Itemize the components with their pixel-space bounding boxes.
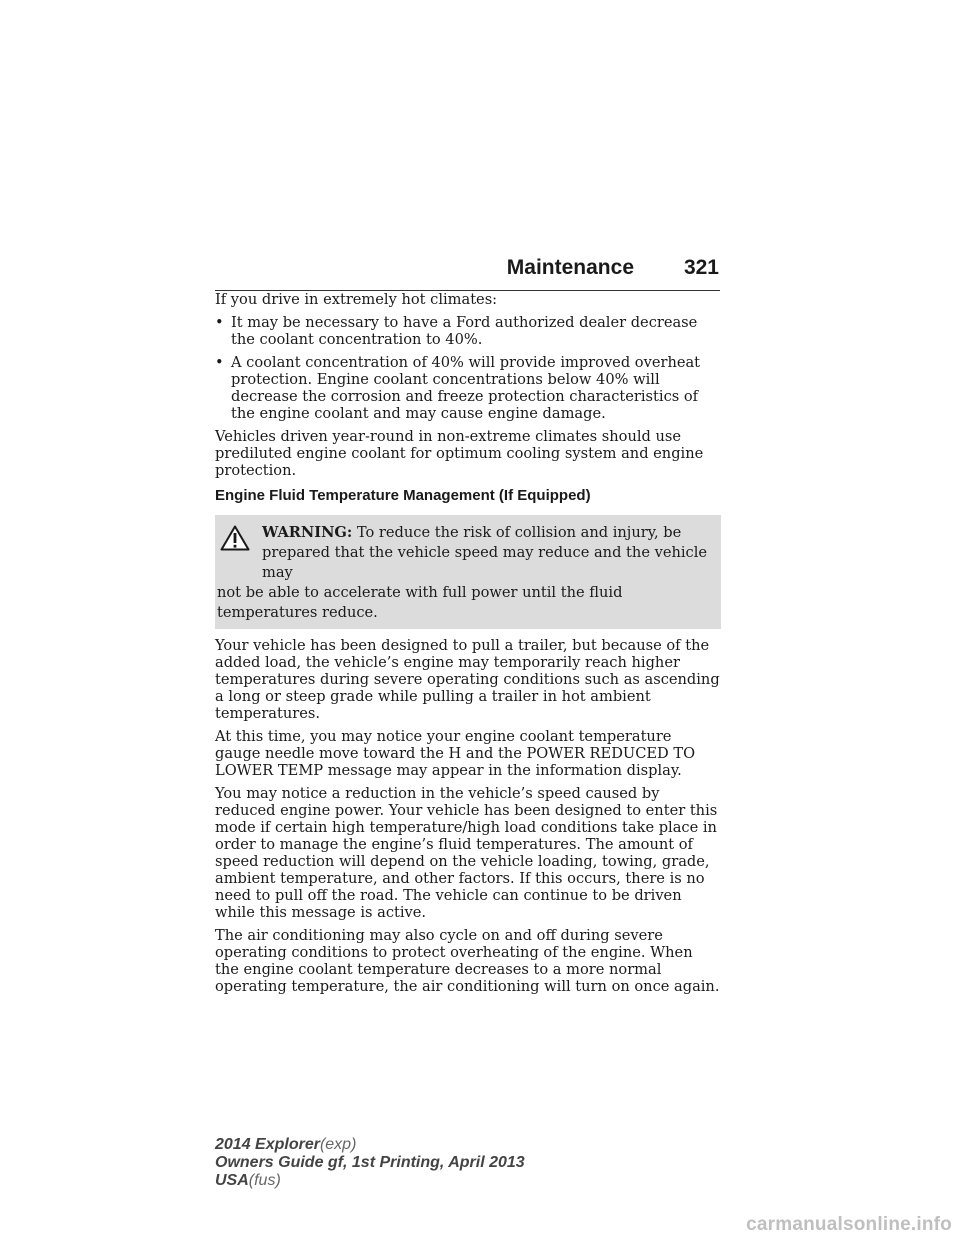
- footer-line3: [215, 1172, 525, 1190]
- footer-model: 2014 Explorer: [215, 1136, 320, 1153]
- year-round-paragraph: Vehicles driven year-round in non-extreme climates should use prediluted engine coolant for optimum cooling system and engine protection.: [215, 428, 704, 479]
- section-title: Maintenance: [506, 256, 634, 279]
- warning-text-rest: not be able to accelerate with full power until the fluid temperatures reduce.: [217, 584, 623, 621]
- page-footer: [215, 1136, 525, 1190]
- bullet-glyph: •: [215, 354, 224, 371]
- section-subheading: Engine Fluid Temperature Management (If Equipped): [215, 487, 591, 504]
- footer-market-code: (fus): [248, 1172, 281, 1189]
- page-content: [215, 291, 721, 1001]
- body-paragraph: Your vehicle has been designed to pull a trailer, but because of the added load, the vehicle’s engine may temporarily reach higher temperatures during severe operating conditions such as ascending a long or steep grade while pulling a trailer in hot ambient temperatures.: [215, 637, 720, 722]
- body-paragraph: The air conditioning may also cycle on and off during severe operating conditions to protect overheating of the engine. When the engine coolant temperature decreases to a more normal operating temperature, the air conditioning will turn on once again.: [215, 927, 720, 995]
- warning-text-line1: To reduce the risk of collision and injury, be: [356, 524, 682, 541]
- body-paragraph: You may notice a reduction in the vehicle’s speed caused by reduced engine power. Your vehicle has been designed to enter this mode if certain high temperature/high load conditions take place in order to manage the engine’s fluid temperatures. The amount of speed reduction will depend on the vehicle loading, towing, grade, ambient temperature, and other factors. If this occurs, there is no need to pull off the road. The vehicle can continue to be driven while this message is active.: [215, 785, 718, 921]
- footer-model-code: (exp): [319, 1136, 357, 1153]
- warning-triangle-icon: [220, 525, 250, 551]
- warning-text-line2: prepared that the vehicle speed may reduce and the vehicle may: [262, 544, 708, 581]
- warning-first-lines: [217, 523, 711, 583]
- intro-paragraph: If you drive in extremely hot climates:: [215, 291, 498, 308]
- footer-line2: Owners Guide gf, 1st Printing, April 2013: [215, 1154, 525, 1171]
- page-number: 321: [683, 256, 719, 279]
- footer-line1: [215, 1136, 525, 1154]
- warning-box: [215, 515, 721, 629]
- footer-market: USA: [215, 1172, 249, 1189]
- page-header: [215, 256, 720, 291]
- warning-label: WARNING:: [262, 524, 353, 541]
- bullet-list: [215, 314, 721, 422]
- body-paragraph: At this time, you may notice your engine coolant temperature gauge needle move toward the H and the POWER REDUCED TO LOWER TEMP message may appear in the information display.: [215, 728, 696, 779]
- list-item-text: It may be necessary to have a Ford authorized dealer decrease the coolant concentration to 40%.: [231, 314, 698, 348]
- bullet-glyph: •: [215, 314, 224, 331]
- list-item: [215, 314, 721, 348]
- list-item-text: A coolant concentration of 40% will provide improved overheat protection. Engine coolant concentrations below 40% will decrease the corrosion and freeze protection characteristics of the engine coolant and may cause engine damage.: [231, 354, 701, 422]
- list-item: [215, 354, 721, 422]
- watermark-text: carmanualsonline.info: [746, 1214, 952, 1235]
